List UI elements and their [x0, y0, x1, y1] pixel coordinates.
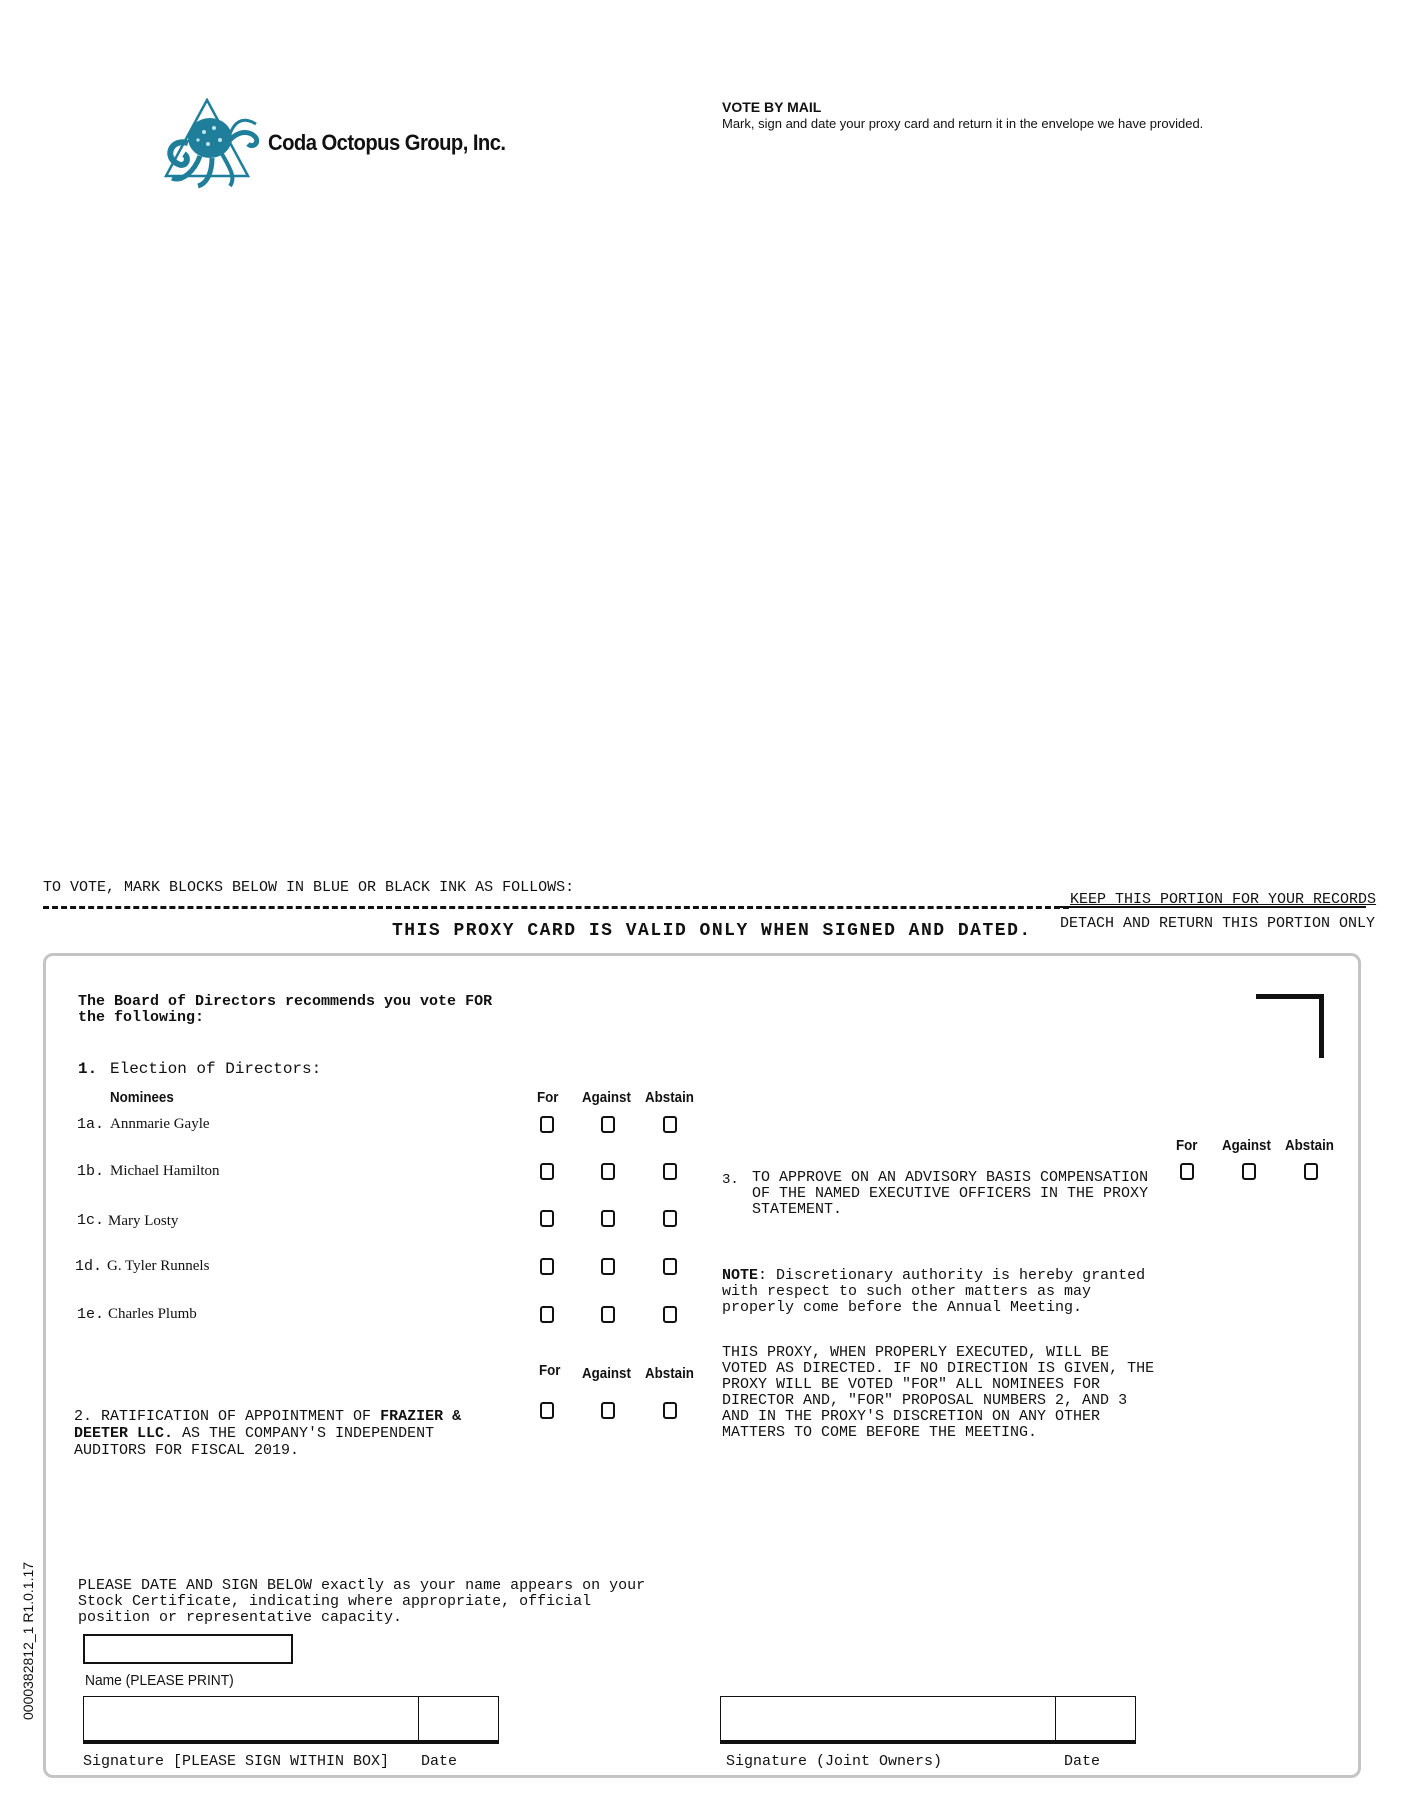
signature-label: Signature [PLEASE SIGN WITHIN BOX]	[83, 1753, 390, 1770]
nominee-name: G. Tyler Runnels	[107, 1258, 210, 1274]
proposal-2-prefix: 2. RATIFICATION OF APPOINTMENT OF	[74, 1408, 381, 1425]
proposal-3-number: 3.	[722, 1172, 739, 1188]
name-print-label: Name (PLEASE PRINT)	[85, 1672, 234, 1689]
nominee-1b-for-checkbox[interactable]	[540, 1163, 554, 1180]
joint-signature-field[interactable]	[720, 1696, 1136, 1744]
nominee-1a-against-checkbox[interactable]	[601, 1116, 615, 1133]
nominee-1c-abstain-checkbox[interactable]	[663, 1210, 677, 1227]
nominee-number: 1c.	[77, 1212, 105, 1229]
date-divider	[418, 1696, 419, 1744]
corner-mark	[1256, 994, 1324, 1058]
nominee-name: Michael Hamilton	[110, 1163, 220, 1179]
nominee-1b-abstain-checkbox[interactable]	[663, 1163, 677, 1180]
detach-return-label: DETACH AND RETURN THIS PORTION ONLY	[1060, 915, 1376, 932]
nominee-name: Charles Plumb	[108, 1306, 197, 1322]
election-title: Election of Directors:	[110, 1060, 322, 1078]
note-text: : Discretionary authority is hereby granted with respect to such other matters as may properly come before the Annual Meeting.	[722, 1267, 1146, 1316]
col-abstain: Abstain	[645, 1090, 694, 1106]
nominee-number: 1a.	[77, 1116, 105, 1133]
name-print-field[interactable]	[83, 1634, 293, 1664]
proposal-2-against-checkbox[interactable]	[601, 1402, 615, 1419]
vote-by-mail-title: VOTE BY MAIL	[722, 99, 822, 115]
col-against: Against	[582, 1090, 631, 1106]
vote-by-mail-text: Mark, sign and date your proxy card and return it in the envelope we have provided.	[722, 116, 1204, 131]
signature-field[interactable]	[83, 1696, 499, 1744]
col-for: For	[1176, 1138, 1198, 1154]
side-form-code: 0000382812_1 R1.0.1.17	[20, 1561, 36, 1720]
proposal-2-suffix: AS THE COMPANY'S INDEPENDENT AUDITORS FOR FISCAL 2019.	[74, 1425, 435, 1459]
joint-signature-label: Signature (Joint Owners)	[726, 1753, 943, 1770]
proposal-3-for-checkbox[interactable]	[1180, 1163, 1194, 1180]
sign-instructions: PLEASE DATE AND SIGN BELOW exactly as your name appears on your Stock Certificate, indicating where appropriate, official position or representative capacity.	[78, 1577, 646, 1626]
nominee-1d-against-checkbox[interactable]	[601, 1258, 615, 1275]
date-label: Date	[421, 1753, 458, 1770]
nominee-number: 1b.	[77, 1163, 105, 1180]
nominee-number: 1e.	[77, 1306, 105, 1323]
nominee-1a-for-checkbox[interactable]	[540, 1116, 554, 1133]
note-label: NOTE	[722, 1267, 759, 1284]
nominee-1d-for-checkbox[interactable]	[540, 1258, 554, 1275]
nominee-number: 1d.	[75, 1258, 103, 1275]
nominee-1b-against-checkbox[interactable]	[601, 1163, 615, 1180]
nominees-label: Nominees	[110, 1090, 174, 1106]
nominee-1e-abstain-checkbox[interactable]	[663, 1306, 677, 1323]
nominee-1e-against-checkbox[interactable]	[601, 1306, 615, 1323]
col-abstain: Abstain	[1285, 1138, 1334, 1154]
col-abstain: Abstain	[645, 1366, 694, 1382]
proposal-2-text	[74, 1408, 494, 1459]
detach-line	[43, 906, 1069, 909]
octopus-icon	[166, 100, 257, 186]
proposal-3-text: TO APPROVE ON AN ADVISORY BASIS COMPENSATION OF THE NAMED EXECUTIVE OFFICERS IN THE PROXY STATEMENT.	[752, 1169, 1149, 1218]
proposal-2-abstain-checkbox[interactable]	[663, 1402, 677, 1419]
col-against: Against	[582, 1366, 631, 1382]
col-for: For	[537, 1090, 559, 1106]
nominee-1c-for-checkbox[interactable]	[540, 1210, 554, 1227]
to-vote-instructions: TO VOTE, MARK BLOCKS BELOW IN BLUE OR BLACK INK AS FOLLOWS:	[43, 879, 575, 896]
detach-line-right	[1060, 906, 1366, 908]
nominee-1e-for-checkbox[interactable]	[540, 1306, 554, 1323]
proposal-2-for-checkbox[interactable]	[540, 1402, 554, 1419]
discretionary-note	[722, 1268, 1162, 1316]
keep-portion-label: KEEP THIS PORTION FOR YOUR RECORDS	[1070, 891, 1377, 908]
nominee-name: Mary Losty	[108, 1213, 179, 1229]
joint-date-label: Date	[1064, 1753, 1101, 1770]
joint-date-divider	[1055, 1696, 1056, 1744]
proposal-3-against-checkbox[interactable]	[1242, 1163, 1256, 1180]
company-name: Coda Octopus Group, Inc.	[268, 130, 506, 155]
board-recommendation: The Board of Directors recommends you vote FOR the following:	[78, 993, 493, 1026]
proxy-execution-statement: THIS PROXY, WHEN PROPERLY EXECUTED, WILL BE VOTED AS DIRECTED. IF NO DIRECTION IS GIVEN, THE PROXY WILL BE VOTED "FOR" ALL NOMINEES FOR DIRECTOR AND, "FOR" PROPOSAL NUMBERS 2, AND 3 AND IN THE PROXY'S DISCRETION ON ANY OTHER MATTERS TO COME BEFORE THE MEETING.	[722, 1344, 1155, 1441]
col-against: Against	[1222, 1138, 1271, 1154]
valid-notice: THIS PROXY CARD IS VALID ONLY WHEN SIGNED AND DATED.	[392, 921, 1032, 941]
col-for: For	[539, 1363, 561, 1379]
election-number: 1.	[78, 1060, 98, 1078]
nominee-name: Annmarie Gayle	[110, 1116, 210, 1132]
auditor-name: FRAZIER & DEETER LLC.	[74, 1408, 462, 1442]
nominee-1d-abstain-checkbox[interactable]	[663, 1258, 677, 1275]
nominee-1c-against-checkbox[interactable]	[601, 1210, 615, 1227]
proposal-3-abstain-checkbox[interactable]	[1304, 1163, 1318, 1180]
nominee-1a-abstain-checkbox[interactable]	[663, 1116, 677, 1133]
